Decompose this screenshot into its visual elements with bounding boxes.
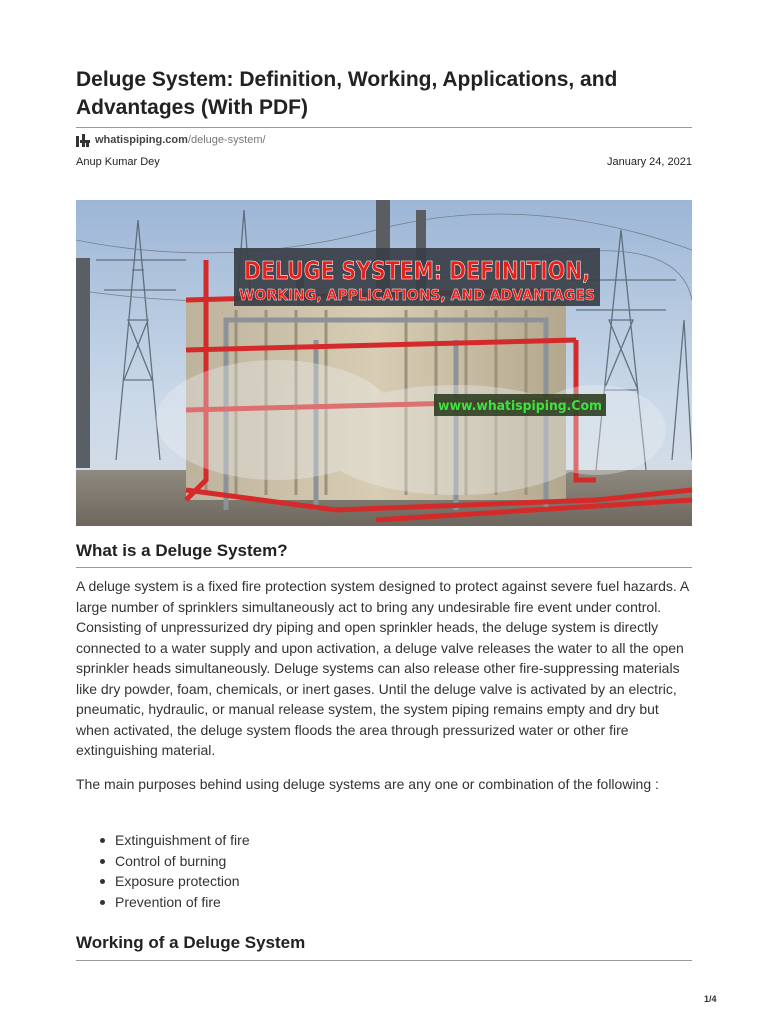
list-item-text: Extinguishment of fire	[115, 832, 250, 848]
page-title: Deluge System: Definition, Working, Applications, and Advantages (With PDF)	[76, 68, 618, 119]
site-favicon-icon	[76, 134, 90, 147]
source-path: /deluge-system/	[187, 134, 266, 146]
list-item-text: Exposure protection	[115, 873, 240, 889]
page-number: 1/4	[704, 994, 717, 1004]
bullet-icon	[100, 879, 105, 884]
banner-title-line-1: DELUGE SYSTEM: DEFINITION,	[244, 256, 590, 285]
author-name: Anup Kumar Dey	[76, 156, 160, 168]
banner-title-line-2: WORKING, APPLICATIONS, AND ADVANTAGES	[239, 286, 595, 304]
publish-date: January 24, 2021	[606, 156, 692, 168]
banner-website: www.whatispiping.Com	[438, 399, 602, 414]
purpose-paragraph: The main purposes behind using deluge systems are any one or combination of the following :	[76, 776, 659, 792]
section-divider	[76, 567, 692, 568]
source-line	[76, 133, 266, 147]
list-item-text: Prevention of fire	[115, 893, 221, 910]
list-item	[76, 892, 692, 913]
intro-paragraph: A deluge system is a fixed fire protection system designed to protect against severe fuel hazards. A large number of sprinklers simultaneously act to bring any undesirable fire event under control. Consisting of unpressurized dry piping and open sprinkler heads, the deluge system is directly connected to a water supply and upon activation, a deluge valve releases the water to all the open sprinkler heads simultaneously. Deluge systems can also release other fire-suppressing materials like dry powder, foam, chemicals, or inert gases. Until the deluge valve is activated by an electric, pneumatic, hydraulic, or manual release system, the system piping remains empty and dry but when activated, the deluge system floods the area through pressurized water or other fire extinguishing material.	[76, 578, 689, 758]
list-item	[76, 830, 692, 851]
list-item-text: Control of burning	[115, 852, 227, 869]
purposes-list	[76, 830, 692, 912]
bullet-icon	[100, 838, 105, 843]
section-divider	[76, 960, 692, 961]
source-domain-link[interactable]: whatispiping.com	[95, 134, 188, 146]
bullet-icon	[100, 859, 105, 864]
bullet-icon	[100, 900, 105, 905]
section-heading-what-is: What is a Deluge System?	[76, 541, 288, 560]
list-item	[76, 871, 692, 892]
hero-image	[76, 200, 692, 526]
section-heading-working: Working of a Deluge System	[76, 933, 306, 952]
list-item	[76, 851, 692, 872]
title-divider	[76, 127, 692, 128]
